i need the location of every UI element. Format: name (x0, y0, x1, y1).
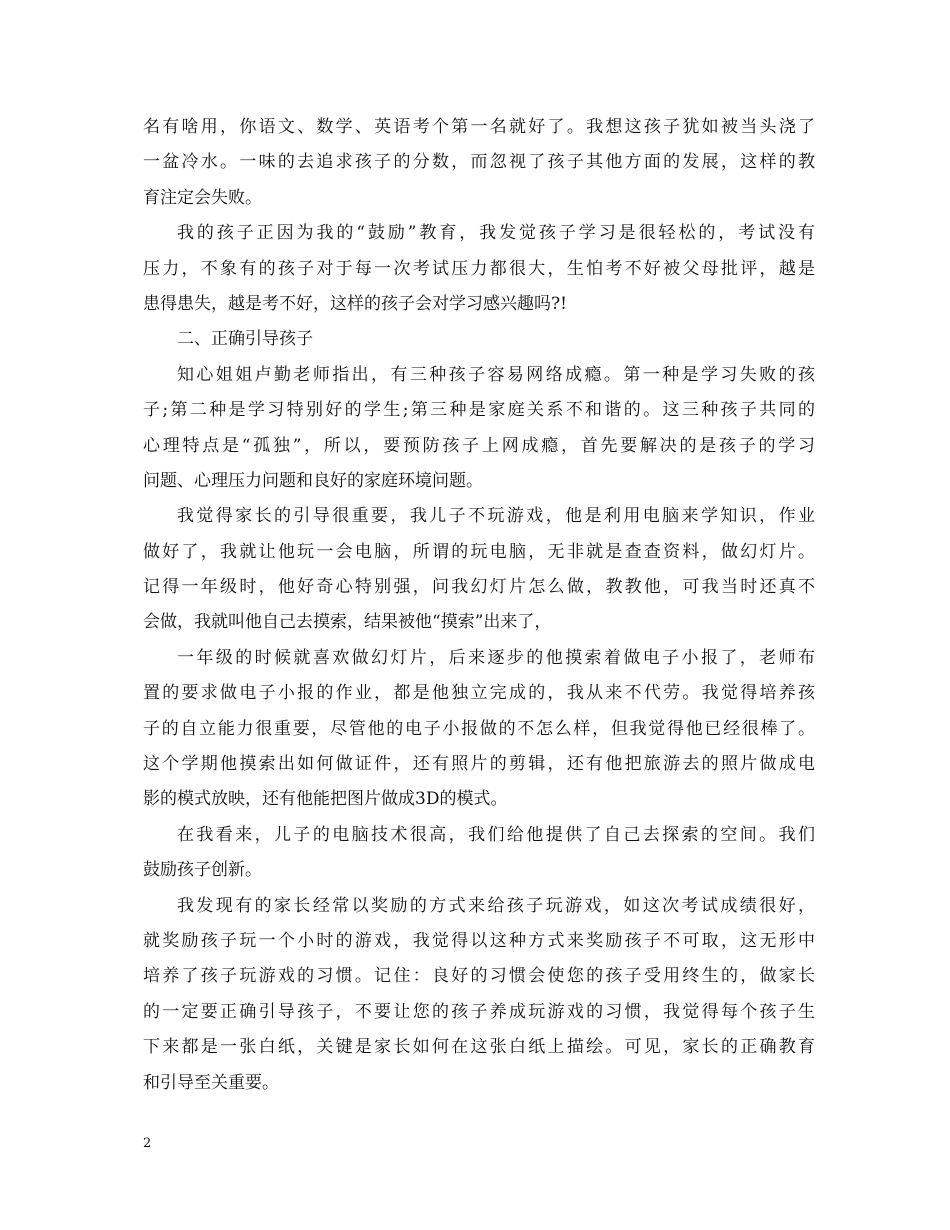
text-line: 和引导至关重要。 (143, 1072, 279, 1093)
text-line: 二、正确引导孩子 (177, 329, 313, 350)
text-line: 名有啥用，你语文、数学、英语考个第一名就好了。我想这孩子犹如被当头浇了 (143, 117, 815, 137)
text-line: 一年级的时候就喜欢做幻灯片，后来逐步的他摸索着做电子小报了，老师布 (177, 647, 815, 668)
body-text (143, 110, 815, 1101)
text-line: 我发现有的家长经常以奖励的方式来给孩子玩游戏，如这次考试成绩很好， (177, 895, 815, 916)
text-line: 鼓励孩子创新。 (143, 860, 262, 881)
text-line: 我觉得家长的引导很重要，我儿子不玩游戏，他是利用电脑来学知识，作业 (177, 506, 815, 527)
text-line: 育注定会失败。 (143, 187, 262, 208)
text-line: 心理特点是“孤独”，所以，要预防孩子上网成瘾，首先要解决的是孩子的学习 (143, 435, 815, 456)
text-line: 问题、心理压力问题和良好的家庭环境问题。 (143, 470, 483, 491)
text-line: 一盆冷水。一味的去追求孩子的分数，而忽视了孩子其他方面的发展，这样的教 (143, 152, 815, 173)
text-line: 记得一年级时，他好奇心特别强，问我幻灯片怎么做，教教他，可我当时还真不 (143, 577, 815, 598)
text-line: 置的要求做电子小报的作业，都是他独立完成的，我从来不代劳。我觉得培养孩 (143, 683, 815, 704)
page-number: 2 (143, 1136, 152, 1151)
text-line: 的一定要正确引导孩子，不要让您的孩子养成玩游戏的习惯，我觉得每个孩子生 (143, 1001, 815, 1022)
text-line: 影的模式放映，还有他能把图片做成3D的模式。 (143, 789, 508, 810)
text-line: 下来都是一张白纸，关键是家长如何在这张白纸上描绘。可见，家长的正确教育 (143, 1037, 815, 1058)
text-line: 做好了，我就让他玩一会电脑，所谓的玩电脑，无非就是查查资料，做幻灯片。 (143, 541, 815, 562)
text-line: 这个学期他摸索出如何做证件，还有照片的剪辑，还有他把旅游去的照片做成电 (143, 754, 815, 775)
text-line: 压力，不象有的孩子对于每一次考试压力都很大，生怕考不好被父母批评，越是 (143, 258, 815, 279)
text-line: 培养了孩子玩游戏的习惯。记住：良好的习惯会使您的孩子受用终生的，做家长 (143, 966, 815, 987)
text-line: 子;第二种是学习特别好的学生;第三种是家庭关系不和谐的。这三种孩子共同的 (143, 400, 815, 421)
text-line: 子的自立能力很重要，尽管他的电子小报做的不怎么样，但我觉得他已经很棒了。 (143, 718, 815, 739)
text-line: 患得患失，越是考不好，这样的孩子会对学习感兴趣吗?! (143, 293, 567, 314)
text-line: 会做，我就叫他自己去摸索，结果被他“摸索”出来了， (143, 612, 552, 633)
text-line: 就奖励孩子玩一个小时的游戏，我觉得以这种方式来奖励孩子不可取，这无形中 (143, 930, 815, 951)
text-line: 知心姐姐卢勤老师指出，有三种孩子容易网络成瘾。第一种是学习失败的孩 (177, 364, 815, 385)
text-line: 我的孩子正因为我的“鼓励”教育，我发觉孩子学习是很轻松的，考试没有 (177, 223, 815, 244)
text-line: 在我看来，儿子的电脑技术很高，我们给他提供了自己去探索的空间。我们 (177, 824, 815, 845)
